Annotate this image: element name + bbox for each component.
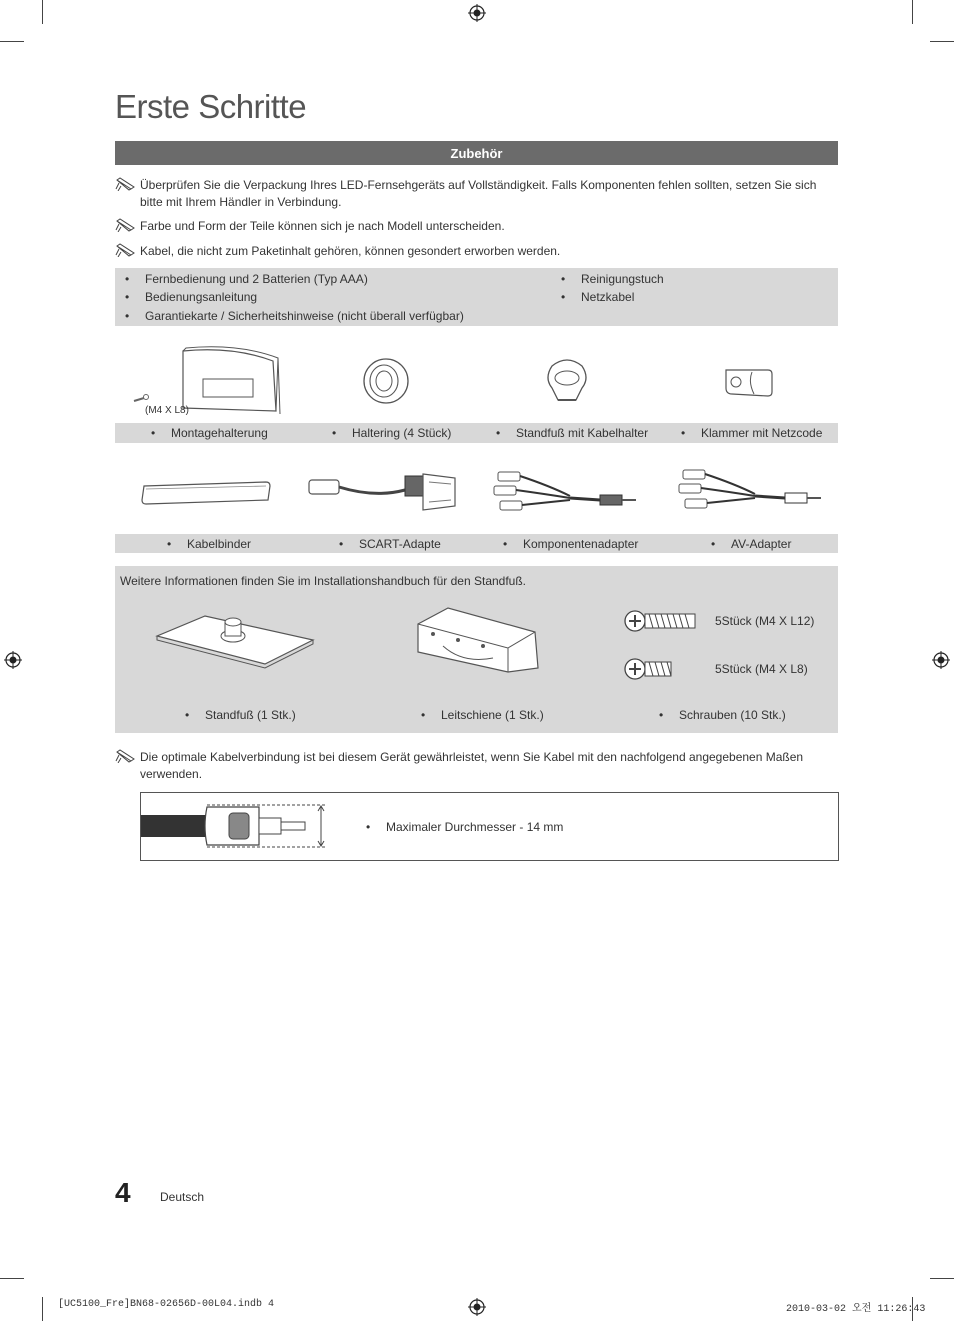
screw-short-label: 5Stück (M4 X L8)	[715, 662, 808, 676]
caption: • SCART-Adapte	[359, 537, 441, 551]
cable-spec-text: • Maximaler Durchmesser - 14 mm	[386, 820, 563, 834]
caption: • Kabelbinder	[187, 537, 251, 551]
crop-mark-icon	[42, 1297, 43, 1321]
pencil-note-icon	[115, 177, 137, 191]
crop-mark-icon	[930, 1278, 954, 1279]
list-item: • Bedienungsanleitung	[145, 290, 257, 304]
registration-mark-icon	[468, 4, 486, 22]
registration-mark-icon	[468, 1298, 486, 1316]
crop-mark-icon	[0, 1278, 24, 1279]
print-slug-file: [UC5100_Fre]BN68-02656D-00L04.indb 4	[58, 1299, 275, 1310]
note	[115, 177, 835, 211]
crop-mark-icon	[42, 0, 43, 24]
holder-ring-illustration	[360, 355, 412, 407]
av-adapter-illustration	[675, 466, 825, 514]
pencil-note-icon	[115, 749, 137, 763]
list-item: • Reinigungstuch	[581, 272, 664, 286]
screw-long-label: 5Stück (M4 X L12)	[715, 614, 815, 628]
page-title: Erste Schritte	[115, 88, 307, 125]
contents-list	[115, 268, 838, 326]
caption: • Schrauben (10 Stk.)	[679, 708, 786, 722]
pencil-note-icon	[115, 243, 137, 257]
registration-mark-icon	[932, 651, 950, 669]
caption-bar-row2	[115, 534, 838, 553]
page-language: Deutsch	[160, 1190, 205, 1204]
stand-box-intro: Weitere Informationen finden Sie im Installationshandbuch für den Standfuß.	[120, 574, 527, 588]
caption: • Leitschiene (1 Stk.)	[441, 708, 544, 722]
caption: • AV-Adapter	[731, 537, 791, 551]
caption: • Standfuß (1 Stk.)	[205, 708, 296, 722]
caption-bar-row1	[115, 423, 838, 443]
note	[115, 749, 835, 783]
print-slug-date: 2010-03-02 오전 11:26:43	[786, 1304, 926, 1315]
crop-mark-icon	[930, 41, 954, 42]
power-cord-clamp-illustration	[722, 364, 774, 398]
caption: • Haltering (4 Stück)	[352, 426, 451, 440]
list-item: • Fernbedienung und 2 Batterien (Typ AAA)	[145, 272, 368, 286]
page-number: 4	[115, 1177, 131, 1208]
stand-cable-holder-illustration	[542, 356, 592, 406]
cable-plug-illustration	[141, 801, 331, 851]
note	[115, 243, 835, 260]
screw-short-illustration	[623, 650, 683, 688]
note-text: Farbe und Form der Teile können sich je nach Modell unterscheiden.	[140, 219, 505, 233]
note-text: Kabel, die nicht zum Paketinhalt gehören, können gesondert erworben werden.	[140, 244, 561, 258]
cable-spec-box	[140, 792, 839, 861]
crop-mark-icon	[0, 41, 24, 42]
pencil-note-icon	[115, 218, 137, 232]
caption: • Komponentenadapter	[523, 537, 638, 551]
section-header: Zubehör	[115, 141, 838, 165]
crop-mark-icon	[912, 0, 913, 24]
note	[115, 218, 835, 235]
note-text: Überprüfen Sie die Verpackung Ihres LED-Fernsehgeräts auf Vollständigkeit. Falls Komponenten fehlen sollten, setzen Sie sich bitte mit Ihrem Händler in Verbindung.	[140, 178, 817, 209]
caption: • Montagehalterung	[171, 426, 268, 440]
list-item: • Netzkabel	[581, 290, 634, 304]
registration-mark-icon	[4, 651, 22, 669]
caption: • Klammer mit Netzcode	[701, 426, 822, 440]
screw-size-label: (M4 X L8)	[145, 405, 189, 416]
note-text: Die optimale Kabelverbindung ist bei diesem Gerät gewährleistet, wenn Sie Kabel mit den nachfolgend angegebenen Maßen verwenden.	[140, 750, 804, 781]
caption: • Standfuß mit Kabelhalter	[516, 426, 648, 440]
stand-base-illustration	[155, 610, 315, 670]
list-item: • Garantiekarte / Sicherheitshinweise (nicht überall verfügbar)	[145, 309, 464, 323]
stand-box	[115, 566, 838, 733]
cable-tie-illustration	[140, 480, 272, 506]
screw-long-illustration	[623, 602, 701, 640]
component-adapter-illustration	[490, 468, 640, 516]
scart-adapter-illustration	[305, 470, 465, 516]
guide-stand-illustration	[413, 604, 543, 676]
